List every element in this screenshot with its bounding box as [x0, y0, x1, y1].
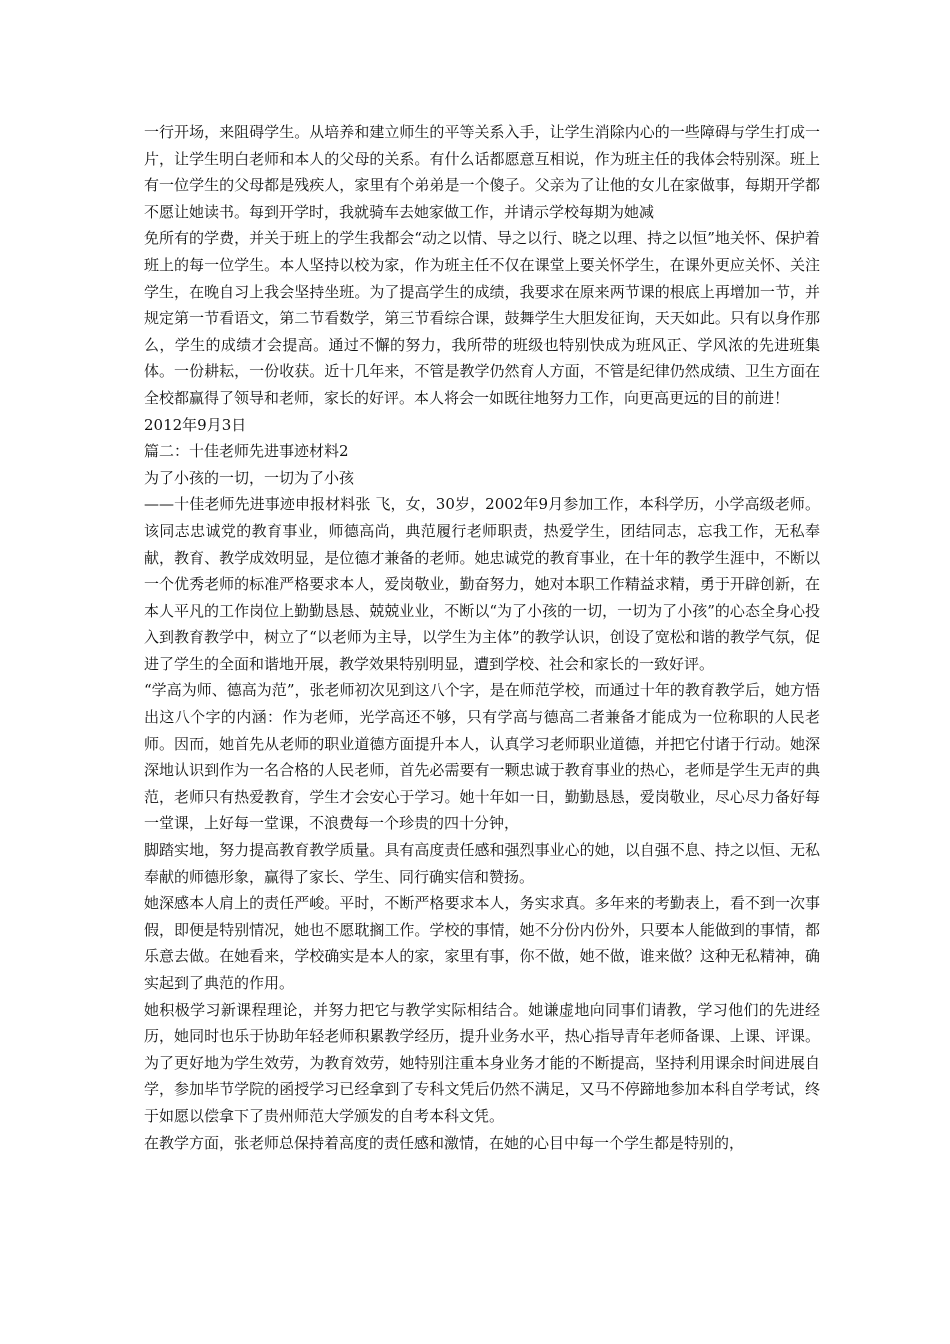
paragraph: 脚踏实地，努力提高教育教学质量。具有高度责任感和强烈事业心的她，以自强不息、持之以恒、无私奉献的师德形象，赢得了家长、学生、同行确实信和赞扬。: [144, 841, 820, 886]
paragraph: 她深感本人肩上的责任严峻。平时，不断严格要求本人，务实求真。多年来的考勤表上，看不到一次事假，即便是特别情况，她也不愿耽搁工作。学校的事情，她不分份内份外，只要本人能做到的事情，都乐意去做。在她看来，学校确实是本人的家，家里有事，你不做，她不做，谁来做？这种无私精神，确实起到了典范的作用。: [144, 894, 820, 992]
section-subtitle: 为了小孩的一切，一切为了小孩: [144, 468, 355, 487]
date-line: 2012年9月3日: [144, 415, 247, 434]
paragraph: 免所有的学费，并关于班上的学生我都会“动之以情、导之以行、晓之以理、持之以恒”地关怀、保护着班上的每一位学生。本人坚持以校为家，作为班主任不仅在课堂上要关怀学生，在课外更应关怀、关注学生，在晚自习上我会坚持坐班。为了提高学生的成绩，我要求在原来两节课的根底上再增加一节，并规定第一节看语文，第二节看数学，第三节看综合课，鼓舞学生大胆发征询，天天如此。只有以身作那么，学生的成绩才会提高。通过不懈的努力，我所带的班级也特别快成为班风正、学风浓的先进班集体。一份耕耘，一份收获。近十几年来，不管是教学仍然育人方面，不管是纪律仍然成绩、卫生方面在全校都赢得了领导和老师，家长的好评。本人将会一如既往地努力工作，向更高更远的目的前进！: [144, 229, 820, 407]
paragraph: ——十佳老师先进事迹申报材料张 飞，女，30岁，2002年9月参加工作，本科学历，小学高级老师。该同志忠诚党的教育事业，师德高尚，典范履行老师职责，热爱学生，团结同志，忘我工作，无私奉献，教育、教学成效明显，是位德才兼备的老师。她忠诚党的教育事业，在十年的教学生涯中，不断以一个优秀老师的标准严格要求本人，爱岗敬业，勤奋努力，她对本职工作精益求精，勇于开辟创新，在本人平凡的工作岗位上勤勤恳恳、兢兢业业，不断以“为了小孩的一切，一切为了小孩”的心态全身心投入到教育教学中，树立了“以老师为主导，以学生为主体”的教学认识，创设了宽松和谐的教学气氛，促进了学生的全面和谐地开展，教学效果特别明显，遭到学校、社会和家长的一致好评。: [144, 495, 820, 673]
paragraph: 她积极学习新课程理论，并努力把它与教学实际相结合。她谦虚地向同事们请教，学习他们的先进经历，她同时也乐于协助年轻老师积累教学经历，提升业务水平，热心指导青年老师备课、上课、评课。为了更好地为学生效劳，为教育效劳，她特别注重本身业务才能的不断提高，坚持利用课余时间进展自学，参加毕节学院的函授学习已经拿到了专科文凭后仍然不满足，又马不停蹄地参加本科自学考试，终于如愿以偿拿下了贵州师范大学颁发的自考本科文凭。: [144, 1000, 820, 1125]
paragraph: 一行开场，来阻碍学生。从培养和建立师生的平等关系入手，让学生消除内心的一些障碍与学生打成一片，让学生明白老师和本人的父母的关系。有什么话都愿意互相说，作为班主任的我体会特别深。班上有一位学生的父母都是残疾人，家里有个弟弟是一个傻子。父亲为了让他的女儿在家做事，每期开学都不愿让她读书。每到开学时，我就骑车去她家做工作，并请示学校每期为她减: [144, 123, 820, 221]
paragraph: 在教学方面，张老师总保持着高度的责任感和激情，在她的心目中每一个学生都是特别的，: [144, 1133, 745, 1152]
paragraph: “学高为师、德高为范”，张老师初次见到这八个字，是在师范学校，而通过十年的教育教学后，她方悟出这八个字的内涵：作为老师，光学高还不够，只有学高与德高二者兼备才能成为一位称职的人民老师。因而，她首先从老师的职业道德方面提升本人，认真学习老师职业道德，并把它付诸于行动。她深深地认识到作为一名合格的人民老师，首先必需要有一颗忠诚于教育事业的热心，老师是学生无声的典范，老师只有热爱教育，学生才会安心于学习。她十年如一日，勤勤恳恳，爱岗敬业，尽心尽力备好每一堂课，上好每一堂课，不浪费每一个珍贵的四十分钟，: [144, 681, 820, 833]
section-heading: 篇二：十佳老师先进事迹材料2: [144, 442, 349, 461]
document-body: [144, 119, 820, 1156]
